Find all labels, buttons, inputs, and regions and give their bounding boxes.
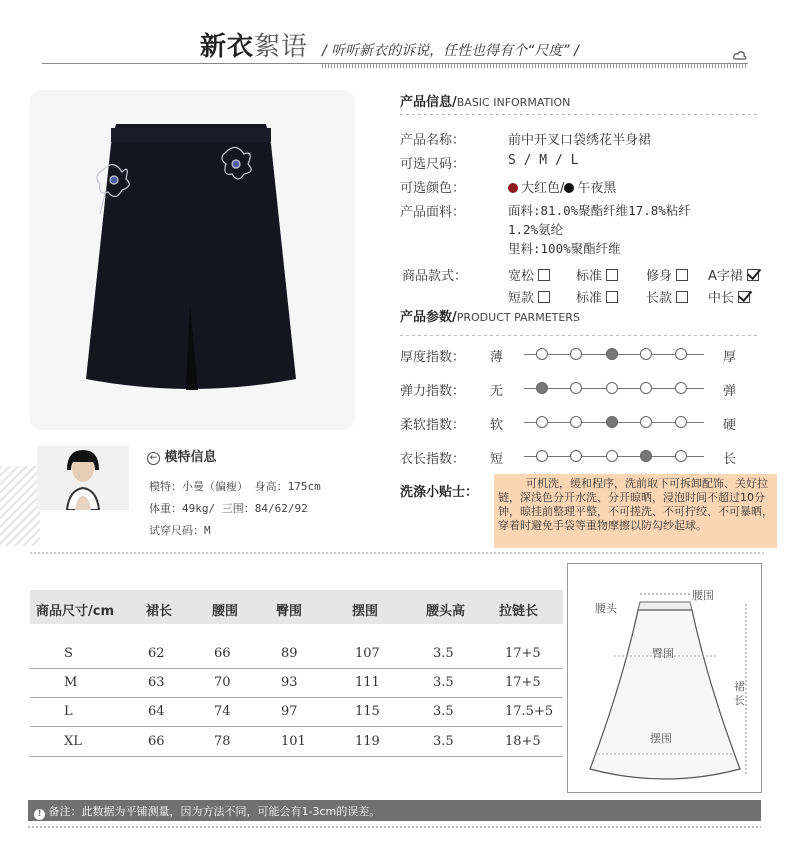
style-option-short <box>508 287 550 306</box>
black-swatch <box>564 183 574 193</box>
table-cell: 97 <box>281 704 298 719</box>
checkbox-slim <box>676 269 688 281</box>
param-low: 无 <box>490 384 504 399</box>
color-red-label: 大红色/ <box>521 181 565 196</box>
param-knob <box>675 382 687 394</box>
table-cell: XL <box>64 734 82 749</box>
title-light: 絮语 <box>254 32 309 62</box>
table-cell: 66 <box>214 646 231 661</box>
table-cell: 74 <box>214 704 231 719</box>
notice-text: 备注：此数据为平铺测量，因为方法不同，可能会有1-3cm的误差。 <box>48 805 381 818</box>
th-waistband: 腰头高 <box>426 604 466 619</box>
table-cell: 78 <box>214 734 231 749</box>
param-knob <box>570 450 582 462</box>
table-cell: 64 <box>148 704 165 719</box>
back-arrow-icon: ← <box>147 452 160 465</box>
model-line2: 体重：49kg/ 三围：84/62/92 <box>149 502 308 515</box>
checkbox-long <box>676 291 688 303</box>
basic-info-title-cn: 产品信息/ <box>400 95 457 110</box>
model-line3: 试穿尺码：M <box>149 524 211 537</box>
param-knob <box>536 348 548 360</box>
basic-info-title <box>400 91 570 110</box>
title-bold: 新衣 <box>200 32 255 62</box>
table-cell: 17+5 <box>505 675 541 690</box>
param-high: 弹 <box>723 384 737 399</box>
diagram-waistband-label: 腰头 <box>595 602 617 615</box>
cloud-icon <box>733 50 747 61</box>
param-label: 厚度指数： <box>400 350 466 365</box>
color-label: 可选颜色： <box>400 181 466 196</box>
style-option-label: 短款 <box>508 291 535 306</box>
table-cell: 119 <box>355 734 380 749</box>
size-label: 可选尺码： <box>400 157 466 172</box>
name-label: 产品名称： <box>400 133 466 148</box>
checkbox-aline <box>747 269 759 281</box>
diagram-length-label: 裙长 <box>734 680 745 707</box>
color-options <box>508 177 616 196</box>
param-knob <box>640 348 652 360</box>
table-cell: 3.5 <box>433 704 454 719</box>
params-title-en: PRODUCT PARMETERS <box>456 311 580 324</box>
table-row-divider <box>30 668 563 669</box>
checkbox-midi <box>738 291 750 303</box>
style-option-midi <box>708 287 750 306</box>
param-knob <box>675 348 687 360</box>
table-cell: 3.5 <box>433 675 454 690</box>
table-cell: 3.5 <box>433 646 454 661</box>
th-waist: 腰围 <box>212 604 239 619</box>
color-black-label: 午夜黑 <box>577 181 617 196</box>
style-option-label: 修身 <box>646 269 673 284</box>
table-cell: 93 <box>281 675 298 690</box>
param-low: 软 <box>490 418 504 433</box>
param-knob <box>606 348 618 360</box>
skirt-image <box>86 124 296 394</box>
basic-info-divider <box>400 114 760 115</box>
table-cell: 3.5 <box>433 734 454 749</box>
param-knob <box>675 450 687 462</box>
red-swatch <box>508 183 518 193</box>
style-option-standard-length <box>576 287 618 306</box>
param-knob <box>640 450 652 462</box>
diagram-hem-label: 摆围 <box>650 732 672 745</box>
param-knob <box>640 382 652 394</box>
th-hem: 摆围 <box>352 604 379 619</box>
style-option-aline <box>708 265 759 284</box>
table-cell: 101 <box>281 734 306 749</box>
notice-bar <box>28 800 761 821</box>
param-knob <box>606 382 618 394</box>
table-row-divider <box>30 697 563 698</box>
table-cell: 89 <box>281 646 298 661</box>
param-knob <box>640 416 652 428</box>
model-title-text: 模特信息 <box>164 450 217 465</box>
diagram-hip-label: 臀围 <box>652 647 674 660</box>
size-value: S / M / L <box>508 153 579 168</box>
model-avatar <box>37 446 129 510</box>
param-high: 长 <box>723 452 737 467</box>
header-dots <box>322 64 747 68</box>
table-cell: M <box>64 675 78 690</box>
table-cell: 17+5 <box>505 646 541 661</box>
param-knob <box>570 382 582 394</box>
fabric-line2: 1.2%氨纶 <box>508 222 564 237</box>
fabric-line1: 面料:81.0%聚酯纤维17.8%粘纤 <box>508 203 691 218</box>
model-photo <box>37 446 129 510</box>
model-line1: 模特：小曼（偏瘦） 身高：175cm <box>149 480 321 493</box>
param-low: 短 <box>490 452 504 467</box>
table-cell: 63 <box>148 675 165 690</box>
table-cell: 18+5 <box>505 734 541 749</box>
size-diagram <box>567 563 762 793</box>
param-high: 厚 <box>723 350 737 365</box>
param-knob <box>606 450 618 462</box>
checkbox-standard-length <box>606 291 618 303</box>
param-knob <box>675 416 687 428</box>
page-title <box>200 26 308 63</box>
checkbox-short <box>538 291 550 303</box>
fabric-line3: 里料:100%聚酯纤维 <box>508 241 621 256</box>
section-separator <box>30 552 765 554</box>
table-cell: S <box>64 646 73 661</box>
diagram-waist-label: 腰围 <box>692 589 714 602</box>
skirt-outline-diagram <box>568 564 763 794</box>
style-option-label: 标准 <box>576 269 603 284</box>
param-knob <box>570 348 582 360</box>
param-knob <box>606 416 618 428</box>
style-option-label: 标准 <box>576 291 603 306</box>
table-row-divider <box>30 756 563 757</box>
decor-pattern <box>0 466 40 546</box>
wash-tips-text: 可机洗，缓和程序，洗前取下可拆卸配饰、关好拉链，深浅色分开水洗、分开晾晒，浸泡时间不超过10分钟，晾挂前整理平整，不可搓洗、不可拧绞、不可暴晒，穿着时避免手袋等重物摩擦以防勾纱起球。 <box>498 477 773 532</box>
checkbox-loose <box>538 269 550 281</box>
bottom-divider <box>28 826 761 828</box>
style-option-label: 中长 <box>708 291 735 306</box>
param-knob <box>536 450 548 462</box>
params-title <box>400 306 580 325</box>
style-label: 商品款式： <box>402 269 468 284</box>
checkbox-standard <box>606 269 618 281</box>
param-knob <box>536 416 548 428</box>
th-size: 商品尺寸/cm <box>36 604 115 619</box>
param-knob <box>536 382 548 394</box>
fabric-label: 产品面料： <box>400 205 466 220</box>
param-knob <box>570 416 582 428</box>
param-label: 柔软指数： <box>400 418 466 433</box>
params-divider <box>400 335 760 336</box>
wash-tips <box>494 474 777 548</box>
style-option-standard <box>576 265 618 284</box>
th-length: 裙长 <box>146 604 173 619</box>
table-cell: 111 <box>355 675 380 690</box>
param-low: 薄 <box>490 350 504 365</box>
th-zipper: 拉链长 <box>499 604 539 619</box>
table-cell: 66 <box>148 734 165 749</box>
name-value: 前中开叉口袋绣花半身裙 <box>508 133 652 148</box>
param-label: 弹力指数： <box>400 384 466 399</box>
param-high: 硬 <box>723 418 737 433</box>
page-subtitle: / 听听新衣的诉说，任性也得有个“尺度” / <box>322 43 579 59</box>
table-cell: 70 <box>214 675 231 690</box>
params-title-cn: 产品参数/ <box>400 310 457 325</box>
table-cell: 115 <box>355 704 380 719</box>
style-option-long <box>646 287 688 306</box>
style-option-label: 长款 <box>646 291 673 306</box>
style-option-label: 宽松 <box>508 269 535 284</box>
table-cell: 107 <box>355 646 380 661</box>
style-option-slim <box>646 265 688 284</box>
th-hip: 臀围 <box>276 604 303 619</box>
table-cell: 62 <box>148 646 165 661</box>
table-row-divider <box>30 726 563 727</box>
wash-label: 洗涤小贴士： <box>400 485 479 500</box>
style-option-label: A字裙 <box>708 269 743 284</box>
model-title <box>147 446 217 465</box>
table-cell: 17.5+5 <box>505 704 554 719</box>
basic-info-title-en: BASIC INFORMATION <box>456 96 571 109</box>
param-label: 衣长指数： <box>400 452 466 467</box>
table-cell: L <box>64 704 73 719</box>
style-option-loose <box>508 265 550 284</box>
info-icon: ! <box>34 809 45 820</box>
